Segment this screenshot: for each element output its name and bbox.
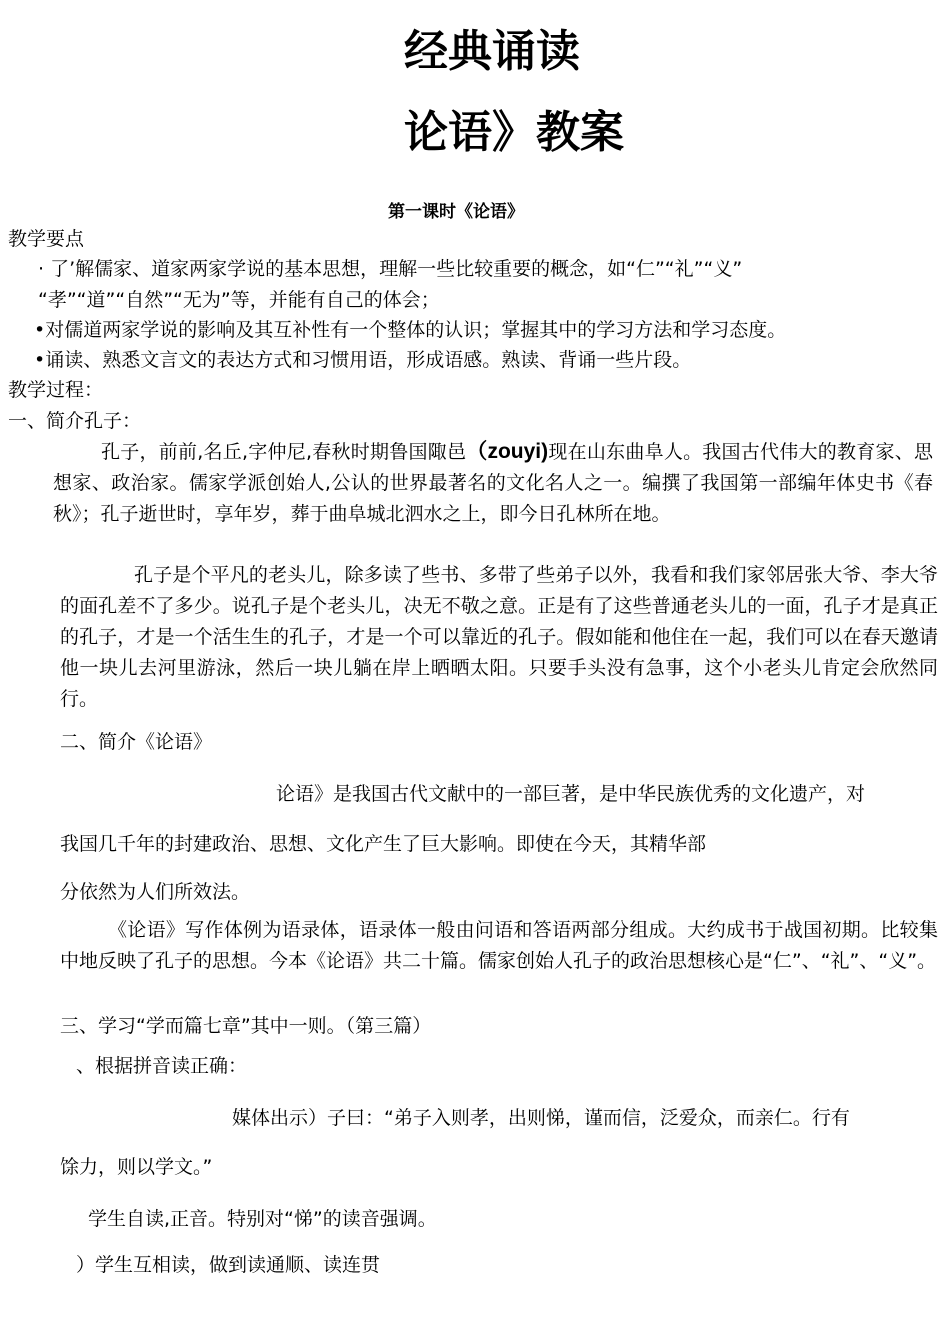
pinyin-annotation: （zouyi)	[466, 440, 549, 463]
lunyu-paragraph-1-line3: 分依然为人们所效法。	[60, 881, 251, 903]
section1-heading: 一、简介孔子：	[8, 410, 142, 432]
confucius-paragraph-1	[53, 436, 933, 530]
quote-line2: 馀力，则以学文。”	[60, 1156, 213, 1178]
key-points-heading: 教学要点	[8, 228, 85, 250]
key-point-1-line2: “孝”“道”“自然”“无为”等，并能有自己的体会；	[38, 289, 440, 311]
lunyu-paragraph-1-line2: 我国几千年的封建政治、思想、文化产生了巨大影响。即使在今天，其精华部	[60, 833, 707, 855]
lunyu-paragraph-2: 《论语》写作体例为语录体，语录体一般由问语和答语两部分组成。大约成书于战国初期。比较集中地反映了孔子的思想。今本《论语》共二十篇。儒家创始人孔子的政治思想核心是“仁”、“礼”、“义”。	[60, 919, 938, 972]
step1-heading: 、根据拼音读正确：	[76, 1055, 248, 1077]
section2-heading: 二、简介《论语》	[60, 731, 213, 753]
key-point-2: •对儒道两家学说的影响及其互补性有一个整体的认识；掌握其中的学习方法和学习态度。	[34, 319, 787, 341]
document-title-line2: 论语》教案	[404, 107, 624, 158]
key-point-1-line1: · 了’解儒家、道家两家学说的基本思想，理解一些比较重要的概念，如“仁”“礼”“义”	[38, 258, 743, 280]
confucius-intro-text: 孔子，前前,名丘,字仲尼,春秋时期鲁国陬邑	[101, 441, 467, 463]
lesson-heading: 第一课时《论语》	[388, 202, 524, 222]
reading-note-2: ）学生互相读，做到读通顺、读连贯	[76, 1254, 381, 1276]
section3-heading: 三、学习“学而篇七章”其中一则。（第三篇）	[60, 1015, 432, 1037]
key-point-3: •诵读、熟悉文言文的表达方式和习惯用语，形成语感。熟读、背诵一些片段。	[34, 349, 692, 371]
document-title-line1: 经典诵读	[404, 26, 580, 77]
reading-note-1: 学生自读,正音。特别对“悌”的读音强调。	[88, 1208, 437, 1230]
quote-line1: 媒体出示）子曰：“弟子入则孝，出则悌，谨而信，泛爱众，而亲仁。行有	[232, 1107, 850, 1129]
confucius-paragraph-2: 孔子是个平凡的老头儿，除多读了些书、多带了些弟子以外，我看和我们家邻居张大爷、李大爷的面孔差不了多少。说孔子是个老头儿，决无不敬之意。正是有了这些普通老头儿的一面，孔子才是真正的孔子，才是一个活生生的孔子，才是一个可以靠近的孔子。假如能和他住在一起，我们可以在春天邀请他一块儿去河里游泳，然后一块儿躺在岸上晒晒太阳。只要手头没有急事，这个小老头儿肯定会欣然同行。	[60, 564, 938, 710]
confucius-bio-text: 现在山东曲阜人。我国古代伟大的教育家、思想家、政治家。儒家学派创始人,公认的世界最著名的文化名人之一。编撰了我国第一部编年体史书《春秋》；孔子逝世时，享年岁，葬于曲阜城北泗水之上，即今日孔林所在地。	[53, 441, 933, 525]
lunyu-paragraph-1-line1: 论语》是我国古代文献中的一部巨著，是中华民族优秀的文化遗产，对	[276, 783, 866, 805]
process-heading: 教学过程：	[8, 379, 104, 401]
